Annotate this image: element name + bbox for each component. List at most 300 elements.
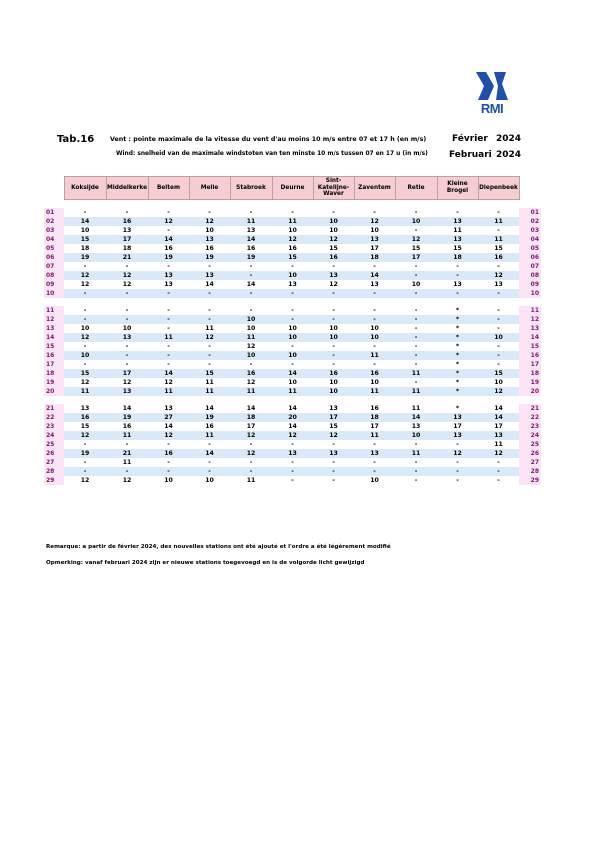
value-cell: - (291, 343, 294, 350)
value-cell: 15 (329, 245, 338, 252)
value-cell: - (497, 263, 500, 270)
day-label-left: 12 (44, 315, 64, 324)
value-cell: - (332, 361, 335, 368)
value-cell: 19 (64, 449, 106, 458)
day-label-right: 08 (519, 271, 541, 280)
value-cell: - (208, 263, 211, 270)
value-cell: 13 (453, 281, 462, 288)
value-cell: - (189, 315, 230, 324)
value-cell: - (167, 343, 170, 350)
value-cell: 11 (411, 405, 421, 412)
value-cell: 10 (64, 351, 106, 360)
value-cell: 10 (478, 333, 519, 342)
value-cell: 17 (313, 413, 354, 422)
station-header-row (44, 177, 541, 200)
value-cell: 12 (395, 235, 437, 244)
value-cell: 13 (313, 449, 354, 458)
value-cell: 10 (354, 333, 395, 342)
value-cell: 15 (494, 245, 503, 252)
value-cell: - (395, 467, 437, 476)
value-cell: 12 (230, 449, 272, 458)
header-spacer (519, 177, 541, 200)
value-cell: 15 (64, 235, 106, 244)
remark-dutch: Opmerking: vanaf februari 2024 zijn er nieuwe stations toegevoegd en is de volgorde licht gewijzigd (46, 560, 365, 566)
value-cell: 19 (106, 413, 148, 422)
value-cell: 20 (272, 413, 313, 422)
value-cell: 10 (370, 325, 379, 332)
value-cell: 16 (122, 423, 132, 430)
value-cell: 10 (164, 477, 173, 484)
day-row (44, 217, 541, 226)
value-cell: 14 (148, 369, 189, 378)
day-row (44, 271, 541, 280)
value-cell: - (354, 467, 395, 476)
value-cell: - (437, 271, 478, 280)
value-cell: - (167, 307, 170, 314)
remark-french: Remarque: a partir de février 2024, des nouvelles stations ont été ajouté et l'ordre a été légèrement modifié (46, 544, 391, 550)
day-row (44, 422, 541, 431)
value-cell: 14 (122, 405, 132, 412)
month-dutch: Februari (449, 150, 492, 160)
value-cell: 17 (246, 423, 256, 430)
value-cell: - (332, 307, 335, 314)
month-french: Février (452, 134, 488, 144)
value-cell: 11 (205, 325, 214, 332)
value-cell: - (373, 361, 376, 368)
value-cell: - (64, 289, 106, 298)
value-cell: 12 (64, 431, 106, 440)
day-label-left: 15 (44, 342, 64, 351)
value-cell: * (455, 405, 460, 412)
value-cell: 11 (354, 387, 395, 396)
value-cell: 14 (205, 281, 214, 288)
value-cell: - (373, 441, 376, 448)
day-label-left: 11 (44, 306, 64, 315)
value-cell: 10 (411, 281, 421, 288)
value-cell: 14 (354, 271, 395, 280)
value-cell: - (332, 263, 335, 270)
day-row (44, 306, 541, 315)
value-cell: - (332, 477, 335, 484)
value-cell: 10 (329, 325, 338, 332)
value-cell: - (332, 459, 335, 466)
value-cell: - (456, 459, 459, 466)
value-cell: - (497, 307, 500, 314)
value-cell: 16 (313, 253, 354, 262)
value-cell: - (83, 459, 87, 466)
value-cell: - (167, 361, 170, 368)
value-cell: 14 (288, 405, 297, 412)
value-cell: 17 (370, 245, 379, 252)
day-label-left: 17 (44, 360, 64, 369)
rmi-logo (472, 70, 512, 116)
day-label-right: 10 (519, 289, 541, 298)
value-cell: - (478, 467, 519, 476)
value-cell: - (167, 263, 170, 270)
value-cell: 16 (64, 413, 106, 422)
value-cell: - (64, 467, 106, 476)
value-cell: - (313, 289, 354, 298)
day-label-right: 25 (519, 440, 541, 449)
station-header: Stabroek (230, 177, 272, 200)
gap-cell (44, 298, 541, 306)
day-row (44, 315, 541, 324)
value-cell: - (148, 467, 189, 476)
wind-gust-table (44, 176, 541, 485)
value-cell: 15 (478, 369, 519, 378)
value-cell: 18 (437, 253, 478, 262)
value-cell: 19 (64, 253, 106, 262)
value-cell: 12 (189, 333, 230, 342)
value-cell: - (414, 325, 418, 332)
value-cell: 10 (494, 379, 503, 386)
value-cell: * (455, 379, 460, 386)
day-label-right: 18 (519, 369, 541, 378)
value-cell: * (437, 333, 478, 342)
value-cell: - (437, 289, 478, 298)
value-cell: 11 (272, 387, 313, 396)
value-cell: 16 (246, 245, 256, 252)
value-cell: 11 (478, 217, 519, 226)
value-cell: 11 (106, 431, 148, 440)
value-cell: 11 (478, 235, 519, 244)
value-cell: 11 (395, 449, 437, 458)
value-cell: 10 (313, 217, 354, 226)
day-label-right: 15 (519, 342, 541, 351)
value-cell: - (208, 307, 211, 314)
value-cell: 14 (64, 217, 106, 226)
value-cell: 18 (354, 413, 395, 422)
day-row (44, 378, 541, 387)
day-label-right: 20 (519, 387, 541, 396)
day-row (44, 226, 541, 235)
value-cell: - (332, 441, 335, 448)
day-label-left: 03 (44, 226, 64, 235)
value-cell: - (167, 441, 170, 448)
value-cell: 13 (106, 333, 148, 342)
value-cell: 12 (230, 431, 272, 440)
value-cell: - (414, 343, 418, 350)
value-cell: 12 (272, 431, 313, 440)
value-cell: 13 (164, 405, 173, 412)
value-cell: - (478, 289, 519, 298)
value-cell: 17 (494, 423, 503, 430)
value-cell: 11 (189, 387, 230, 396)
value-cell: 17 (106, 235, 148, 244)
value-cell: - (414, 459, 418, 466)
value-cell: - (456, 209, 459, 216)
value-cell: * (437, 369, 478, 378)
value-cell: - (106, 315, 148, 324)
station-header: Retie (395, 177, 437, 200)
value-cell: 16 (148, 449, 189, 458)
value-cell: 12 (122, 477, 132, 484)
value-cell: 13 (106, 387, 148, 396)
day-label-right: 21 (519, 404, 541, 413)
day-row (44, 476, 541, 485)
value-cell: - (83, 307, 87, 314)
value-cell: 12 (478, 449, 519, 458)
value-cell: 10 (288, 325, 297, 332)
day-label-right: 23 (519, 422, 541, 431)
value-cell: - (291, 459, 294, 466)
value-cell: 15 (80, 423, 90, 430)
value-cell: - (291, 209, 294, 216)
value-cell: - (373, 307, 376, 314)
value-cell: - (189, 467, 230, 476)
value-cell: 12 (64, 271, 106, 280)
day-row (44, 244, 541, 253)
gap-cell (44, 396, 541, 404)
value-cell: 14 (189, 449, 230, 458)
value-cell: 16 (106, 217, 148, 226)
value-cell: 10 (205, 227, 214, 234)
value-cell: 15 (64, 369, 106, 378)
value-cell: 13 (122, 227, 132, 234)
value-cell: 13 (494, 281, 503, 288)
value-cell: - (272, 289, 313, 298)
value-cell: 12 (478, 387, 519, 396)
title-french: Vent : pointe maximale de la vitesse du vent d'au moins 10 m/s entre 07 et 17 h (en m/s) (110, 136, 427, 143)
day-label-left: 21 (44, 404, 64, 413)
value-cell: - (167, 325, 170, 332)
station-header: Sint-Katelijne-Waver (313, 177, 354, 200)
value-cell: 13 (478, 431, 519, 440)
day-label-right: 06 (519, 253, 541, 262)
value-cell: - (354, 289, 395, 298)
day-label-left: 24 (44, 431, 64, 440)
value-cell: 13 (288, 281, 297, 288)
value-cell: 14 (246, 405, 256, 412)
value-cell: 12 (246, 343, 256, 350)
value-cell: - (291, 477, 294, 484)
value-cell: 17 (370, 423, 379, 430)
day-row (44, 235, 541, 244)
day-label-left: 06 (44, 253, 64, 262)
value-cell: - (497, 477, 500, 484)
value-cell: 11 (148, 333, 189, 342)
year-french: 2024 (496, 134, 522, 144)
day-row (44, 413, 541, 422)
block-gap (44, 396, 541, 404)
value-cell: - (497, 361, 500, 368)
day-label-right: 03 (519, 226, 541, 235)
value-cell: 12 (478, 271, 519, 280)
value-cell: 13 (329, 405, 338, 412)
day-label-right: 28 (519, 467, 541, 476)
value-cell: - (395, 333, 437, 342)
value-cell: 13 (370, 281, 379, 288)
value-cell: - (291, 263, 294, 270)
value-cell: - (83, 343, 87, 350)
day-label-right: 12 (519, 315, 541, 324)
value-cell: * (437, 315, 478, 324)
value-cell: - (456, 441, 459, 448)
value-cell: 13 (437, 217, 478, 226)
value-cell: - (106, 289, 148, 298)
value-cell: - (332, 209, 335, 216)
day-label-left: 10 (44, 289, 64, 298)
value-cell: - (208, 441, 211, 448)
rmi-logo-mark (472, 70, 512, 104)
day-row (44, 449, 541, 458)
station-header: Beitem (148, 177, 189, 200)
value-cell: - (208, 459, 211, 466)
value-cell: 14 (246, 281, 256, 288)
value-cell: - (395, 351, 437, 360)
day-label-left: 22 (44, 413, 64, 422)
table-number: Tab.16 (57, 134, 95, 145)
value-cell: - (249, 209, 253, 216)
value-cell: - (125, 441, 129, 448)
value-cell: - (167, 227, 170, 234)
value-cell: - (249, 263, 253, 270)
value-cell: - (497, 227, 500, 234)
value-cell: 12 (354, 217, 395, 226)
value-cell: 12 (148, 217, 189, 226)
value-cell: 10 (272, 351, 313, 360)
day-row (44, 253, 541, 262)
day-row (44, 431, 541, 440)
value-cell: 14 (148, 235, 189, 244)
value-cell: 21 (106, 253, 148, 262)
value-cell: 12 (329, 281, 338, 288)
value-cell: - (313, 315, 354, 324)
value-cell: 19 (189, 253, 230, 262)
day-label-left: 14 (44, 333, 64, 342)
value-cell: 12 (437, 449, 478, 458)
value-cell: 14 (164, 423, 173, 430)
value-cell: - (106, 467, 148, 476)
value-cell: - (414, 441, 418, 448)
value-cell: 14 (272, 369, 313, 378)
day-label-left: 23 (44, 422, 64, 431)
gap-cell (44, 200, 541, 209)
value-cell: - (395, 315, 437, 324)
value-cell: - (249, 459, 253, 466)
station-header: Melle (189, 177, 230, 200)
value-cell: 11 (205, 379, 214, 386)
value-cell: 13 (272, 449, 313, 458)
day-label-left: 19 (44, 378, 64, 387)
value-cell: 10 (272, 333, 313, 342)
value-cell: 10 (80, 325, 90, 332)
value-cell: 14 (478, 413, 519, 422)
value-cell: 13 (354, 235, 395, 244)
day-label-left: 18 (44, 369, 64, 378)
value-cell: 12 (64, 333, 106, 342)
value-cell: 15 (189, 369, 230, 378)
value-cell: 16 (354, 369, 395, 378)
value-cell: 13 (313, 271, 354, 280)
value-cell: 27 (148, 413, 189, 422)
value-cell: 18 (354, 253, 395, 262)
value-cell: * (455, 361, 460, 368)
value-cell: - (148, 351, 189, 360)
day-label-right: 27 (519, 458, 541, 467)
value-cell: 12 (246, 379, 256, 386)
value-cell: - (83, 209, 87, 216)
value-cell: - (497, 325, 500, 332)
value-cell: * (455, 343, 460, 350)
day-row (44, 467, 541, 476)
value-cell: 14 (395, 413, 437, 422)
day-label-right: 17 (519, 360, 541, 369)
day-label-right: 09 (519, 280, 541, 289)
value-cell: 13 (148, 271, 189, 280)
value-cell: - (272, 467, 313, 476)
day-row (44, 404, 541, 413)
value-cell: - (148, 315, 189, 324)
value-cell: 11 (246, 477, 256, 484)
value-cell: 15 (329, 423, 338, 430)
value-cell: 12 (106, 271, 148, 280)
day-label-right: 16 (519, 351, 541, 360)
value-cell: - (167, 209, 170, 216)
value-cell: - (230, 271, 272, 280)
value-cell: 18 (80, 245, 90, 252)
day-label-right: 24 (519, 431, 541, 440)
day-row (44, 369, 541, 378)
value-cell: - (249, 361, 253, 368)
value-cell: - (249, 307, 253, 314)
value-cell: 19 (189, 413, 230, 422)
value-cell: - (373, 209, 376, 216)
value-cell: 11 (230, 387, 272, 396)
day-label-right: 04 (519, 235, 541, 244)
value-cell: 16 (205, 245, 214, 252)
day-row (44, 289, 541, 298)
value-cell: 19 (148, 253, 189, 262)
value-cell: - (83, 263, 87, 270)
day-label-left: 27 (44, 458, 64, 467)
value-cell: - (83, 361, 87, 368)
value-cell: - (497, 209, 500, 216)
day-label-right: 11 (519, 306, 541, 315)
header-spacer (44, 177, 64, 200)
value-cell: 13 (189, 235, 230, 244)
day-label-right: 19 (519, 378, 541, 387)
value-cell: 10 (288, 379, 297, 386)
value-cell: - (395, 271, 437, 280)
day-label-left: 07 (44, 262, 64, 271)
value-cell: 10 (80, 227, 90, 234)
value-cell: 13 (437, 235, 478, 244)
value-cell: 10 (205, 477, 214, 484)
value-cell: 10 (246, 325, 256, 332)
value-cell: 11 (354, 351, 395, 360)
value-cell: 16 (478, 253, 519, 262)
value-cell: 13 (246, 227, 256, 234)
block-gap (44, 298, 541, 306)
value-cell: 14 (494, 405, 503, 412)
value-cell: 13 (80, 405, 90, 412)
value-cell: - (456, 477, 459, 484)
day-row (44, 324, 541, 333)
value-cell: - (354, 315, 395, 324)
value-cell: - (189, 351, 230, 360)
value-cell: 12 (80, 379, 90, 386)
value-cell: - (148, 289, 189, 298)
day-label-left: 29 (44, 476, 64, 485)
value-cell: 13 (437, 413, 478, 422)
day-row (44, 458, 541, 467)
value-cell: 10 (370, 477, 379, 484)
value-cell: 10 (230, 315, 272, 324)
value-cell: 17 (395, 253, 437, 262)
value-cell: 12 (122, 281, 132, 288)
value-cell: 11 (395, 387, 437, 396)
